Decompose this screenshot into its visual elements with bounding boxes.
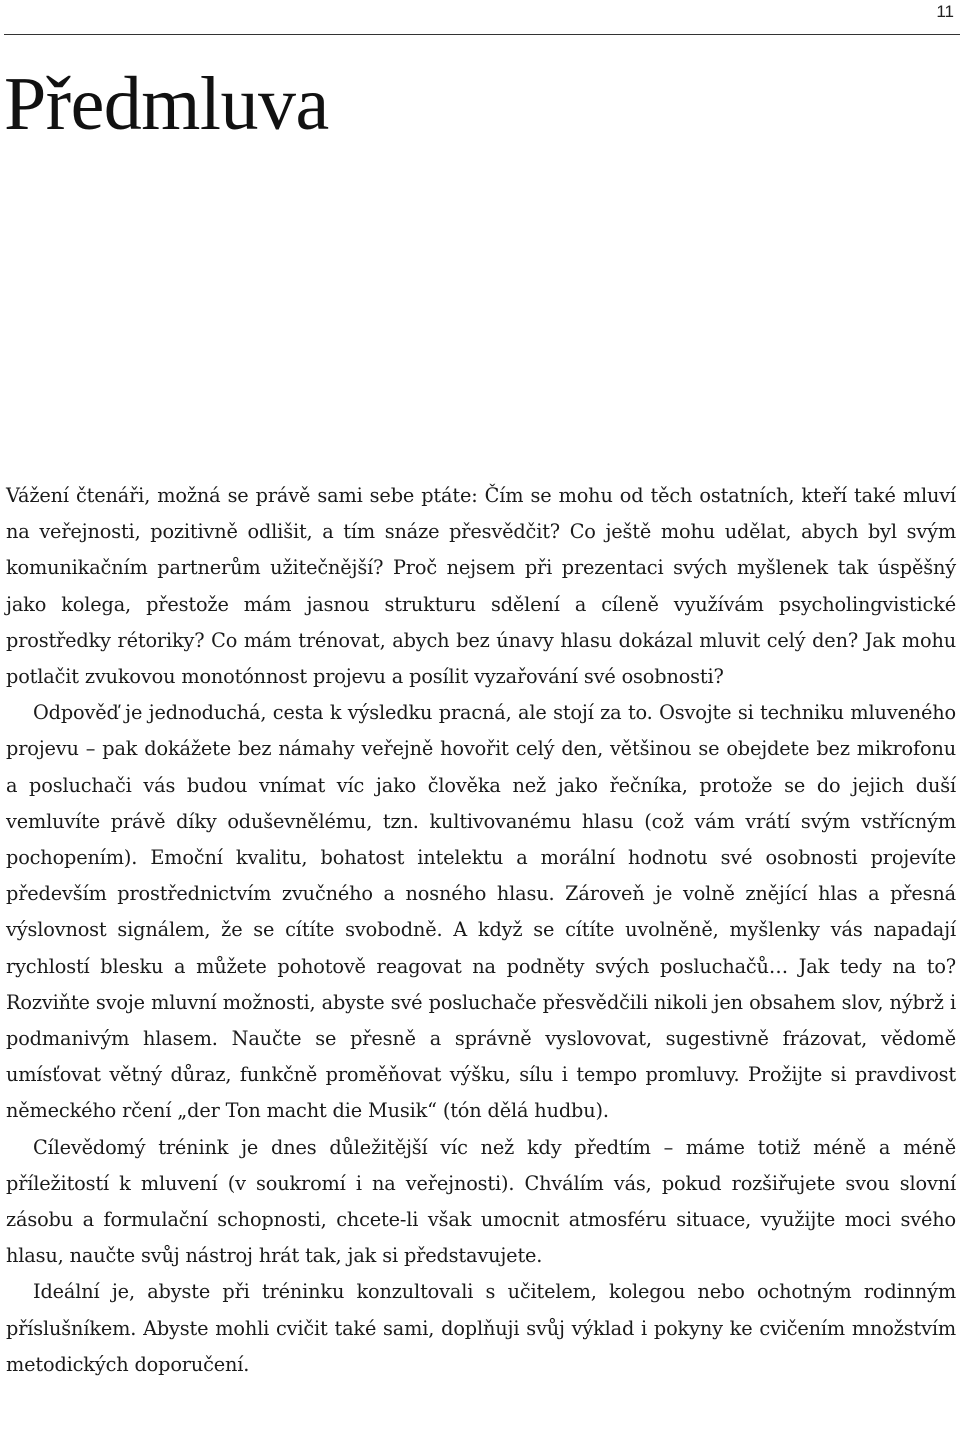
chapter-title: Předmluva xyxy=(4,62,329,146)
paragraph-answer: Odpověď je jednoduchá, cesta k výsledku pracná, ale stojí za to. Osvojte si techniku mluveného projevu – pak dokážete bez námahy veřejně hovořit celý den, většinou se obejdete bez mikrofonu a posluchači vás budou vnímat víc jako člověka než jako řečníka, protože se do jejich duší vemluvíte právě díky oduševnělému, tzn. kultivovanému hlasu (což vám vrátí svým vstřícným pochopením). Emoční kvalitu, bohatost intelektu a morální hodnotu své osobnosti projevíte především prostřednictvím zvučného a nosného hlasu. Zároveň je volně znějící hlas a přesná výslovnost signálem, že se cítíte svobodně. A když se cítíte uvolněně, myšlenky vás napadají rychlostí blesku a můžete pohotově reagovat na podněty svých posluchačů… Jak tedy na to? Rozviňte svoje mluvní možnosti, abyste své posluchače přesvědčili nikoli jen obsahem slov, nýbrž i podmanivým hlasem. Naučte se přesně a správně vyslovovat, sugestivně frázovat, vědomě umísťovat větný důraz, funkčně proměňovat výšku, sílu i tempo promluvy. Prožijte si pravdivost německého rčení „der Ton macht die Musik“ (tón dělá hudbu). xyxy=(6,701,956,1123)
header-rule xyxy=(4,34,960,35)
paragraph-training: Cílevědomý trénink je dnes důležitější víc než kdy předtím – máme totiž méně a méně příležitostí k mluvení (v soukromí i na veřejnosti). Chválím vás, pokud rozšiřujete svou slovní zásobu a formulační schopnosti, chcete-li však umocnit atmosféru situace, využijte moci svého hlasu, naučte svůj nástroj hrát tak, jak si představujete. xyxy=(6,1135,956,1268)
paragraph-consult: Ideální je, abyste při tréninku konzultovali s učitelem, kolegou nebo ochotným rodinným příslušníkem. Abyste mohli cvičit také sami, doplňuji svůj výklad i pokyny ke cvičením množstvím metodických doporučení. xyxy=(6,1280,956,1376)
page-number: 11 xyxy=(936,2,954,21)
paragraph-intro: Vážení čtenáři, možná se právě sami sebe ptáte: Čím se mohu od těch ostatních, kteří také mluví na veřejnosti, pozitivně odlišit, a tím snáze přesvědčit? Co ještě mohu udělat, abych byl svým komunikačním partnerům užitečnější? Proč nejsem při prezentaci svých myšlenek tak úspěšný jako kolega, přestože mám jasnou strukturu sdělení a cíleně využívám psycholingvistické prostředky rétoriky? Co mám trénovat, abych bez únavy hlasu dokázal mluvit celý den? Jak mohu potlačit zvukovou monotónnost projevu a posílit vyzařování své osobnosti? xyxy=(6,484,956,689)
body-text xyxy=(6,478,956,1383)
